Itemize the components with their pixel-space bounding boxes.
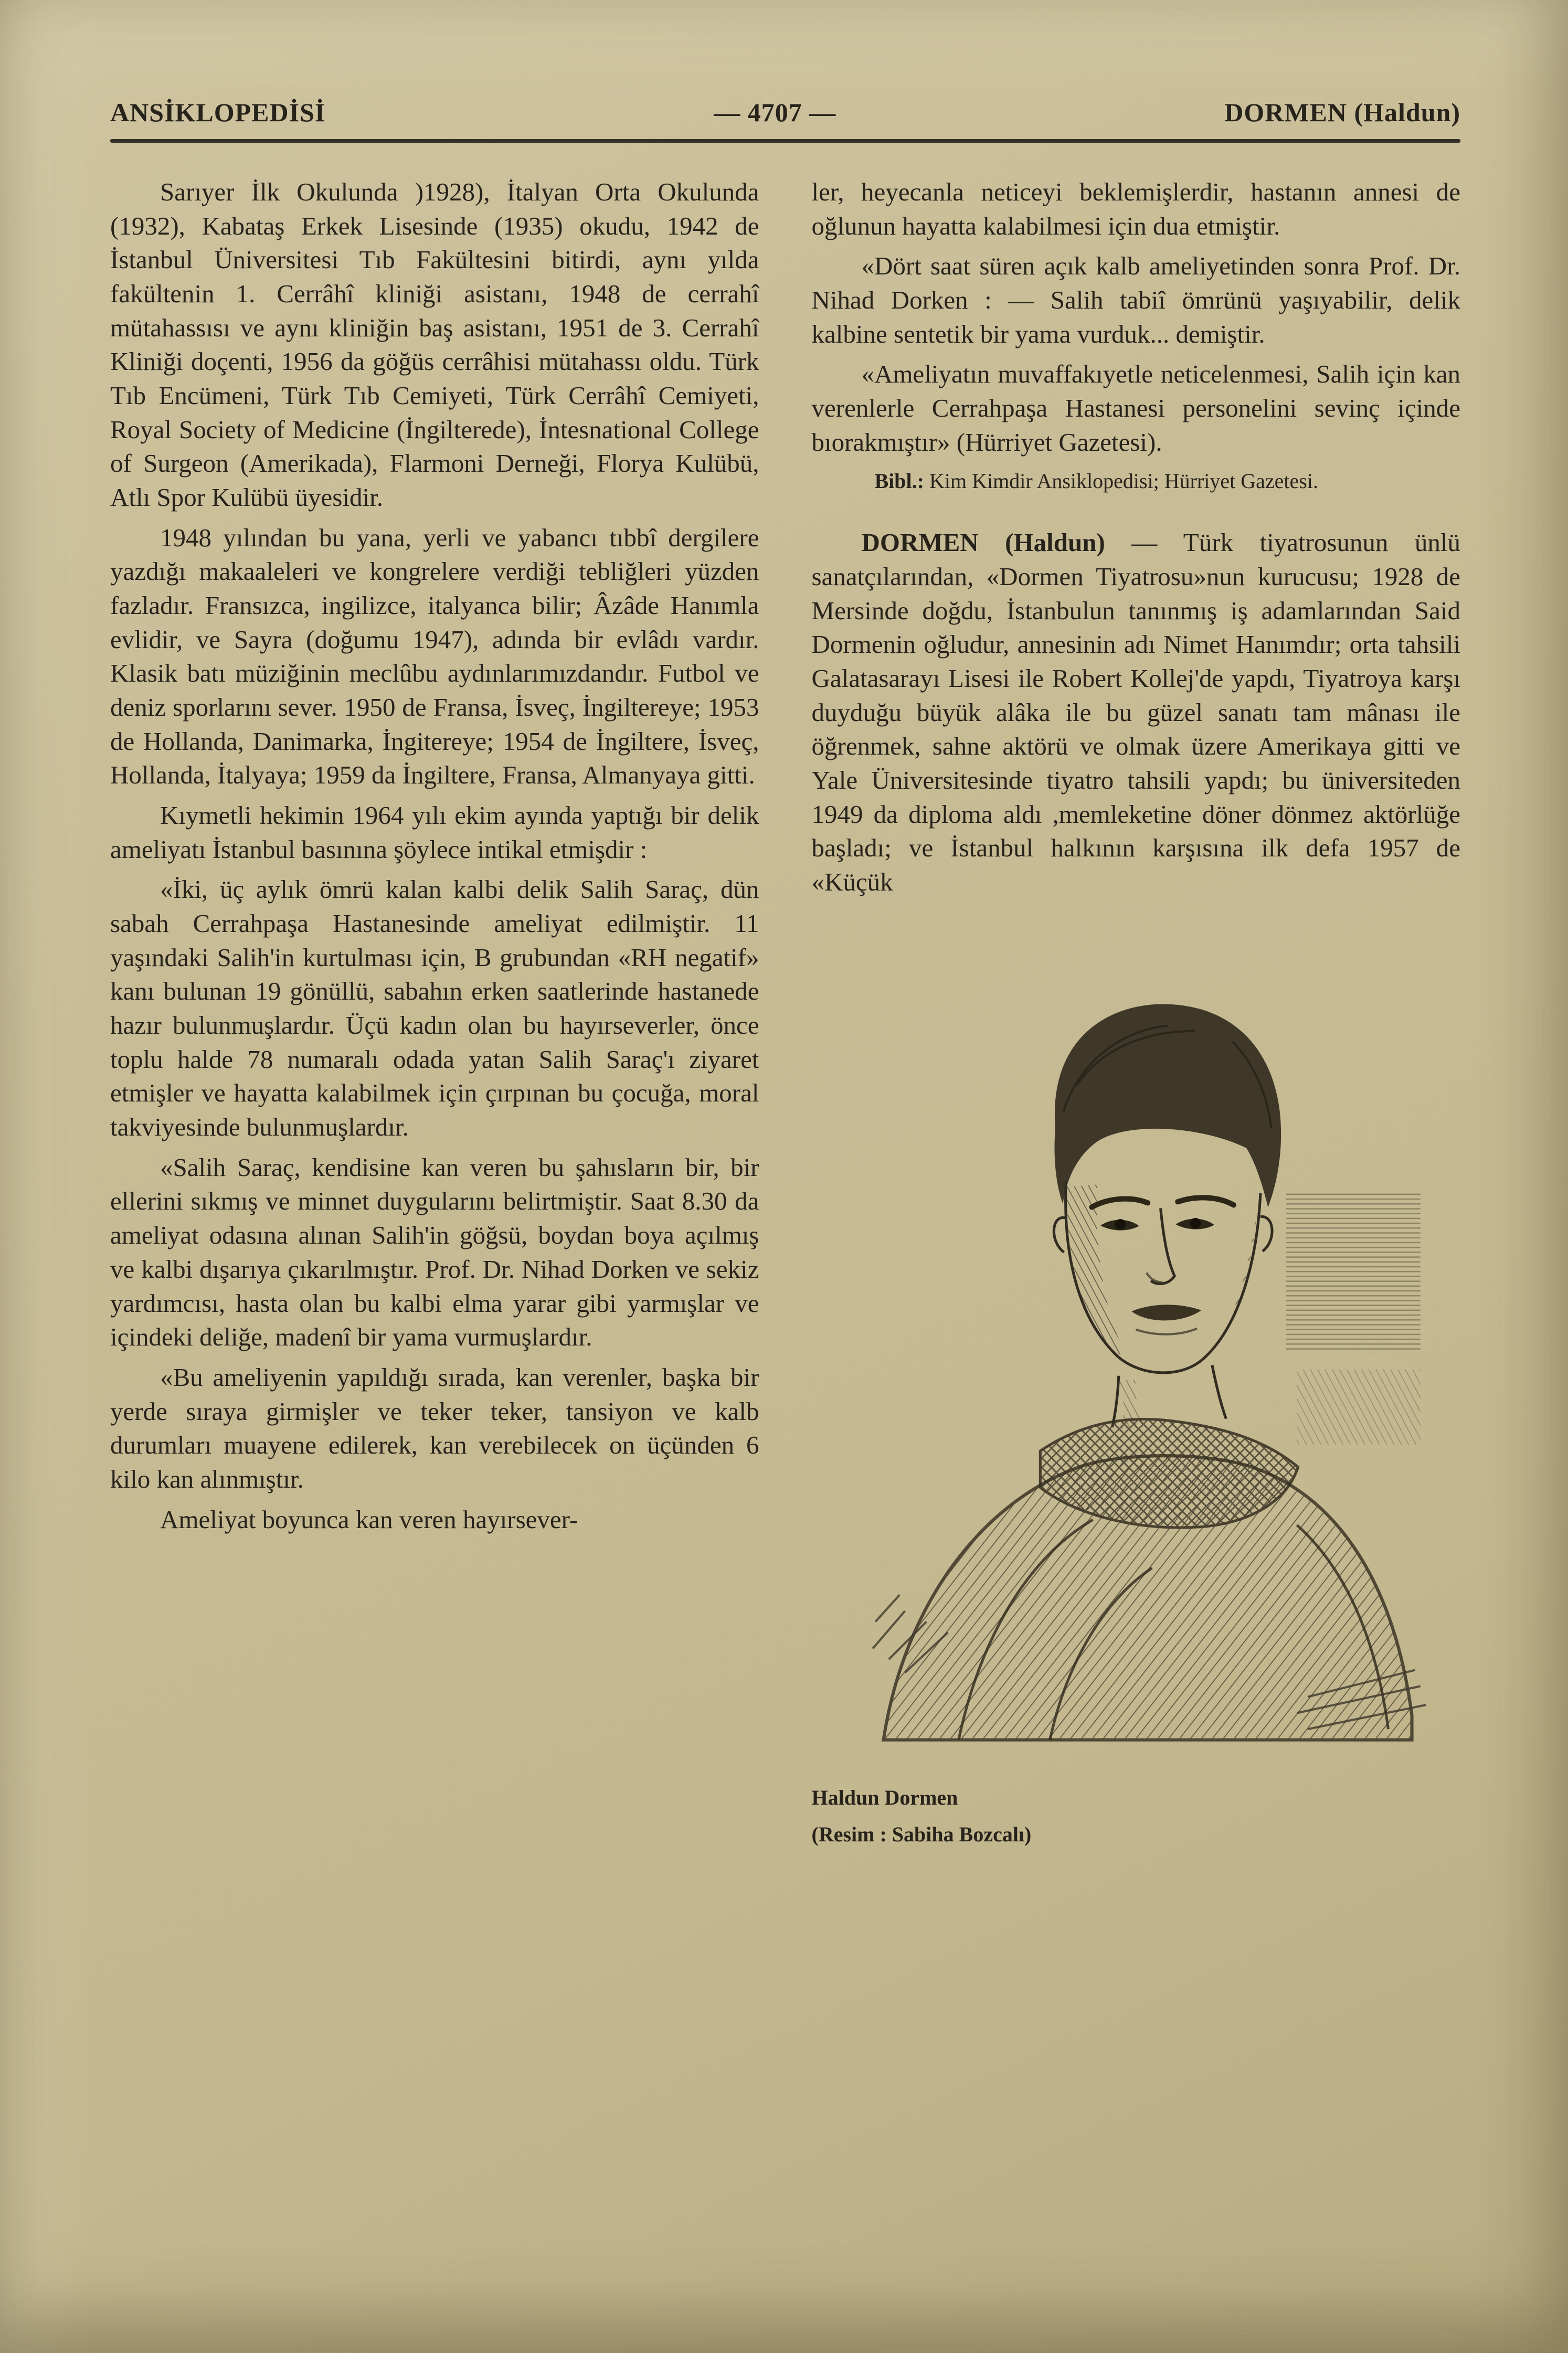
right-column [812,175,1461,1856]
jacket [884,1456,1412,1740]
bibliography-line [812,468,1461,495]
right-ear [1260,1216,1272,1251]
header-publication-title: ANSİKLOPEDİSİ [110,98,326,127]
text-columns [110,175,1460,1856]
paragraph: ler, heyecanla neticeyi beklemişlerdir, hastanın annesi de oğlunun hayatta kalabilmesi için dua etmiştir. [811,177,1460,240]
page-header [110,97,1460,128]
paragraph: «Salih Saraç, kendisine kan veren bu şahısların bir, bir ellerini sıkmış ve minnet duygularını belirtmiştir. Saat 8.30 da ameliyat odasına alınan Salih'in göğsü, boydan boya açılmış ve kalbi dışarıya çıkarılmıştır. Prof. Dr. Nihad Dorken ve sekiz yardımcısı, hasta olan bu kalbi elma yarar gibi yarmışlar ve içindeki deliğe, madenî bir yama vurmuşlardır. [110,1152,759,1352]
article-entry-text: — Türk tiyatrosunun ünlü sanatçılarından, «Dormen Tiyatrosu»nun kurucusu; 1928 de Mersinde doğdu, İstanbulun tanınmış iş adamlarından Said Dormenin oğludur, annesinin adı Nimet Hanımdır; orta tahsili Galatasarayı Lisesi ile Robert Kollej'de yapdı, Tiyatroya karşı duyduğu büyük alâka ile bu güzel sanatı tam mânası ile öğrenmek, sahne aktörü ve olmak üzere Amerikaya gitti ve Yale Üniversitesinde tiyatro tahsili yapdı; bu üniversiteden 1949 da diploma aldı ,memleketine döner dönmez aktörlüğe başladı; ve İstanbul halkının karşısına ilk defa 1957 de «Küçük [811,528,1460,896]
left-ear [1054,1217,1065,1252]
caption-credit: (Resim : Sabiha Bozcalı) [811,1822,1032,1846]
paragraph: Ameliyat boyunca kan veren hayırsever- [160,1504,578,1534]
hair [1055,1004,1281,1207]
paragraph: «Dört saat süren açık kalb ameliyetinden sonra Prof. Dr. Nihad Dorken : — Salih tabiî ömrünü yaşıyabilir, delik kalbine sentetik bir yama vurduk... demiştir. [811,251,1460,348]
paragraph: Kıymetli hekimin 1964 yılı ekim ayında yaptığı bir delik ameliyatı İstanbul basınına şöylece intikal etmişdir : [110,801,759,864]
mouth [1132,1305,1202,1320]
left-eyebrow [1092,1199,1148,1207]
header-divider [110,139,1460,143]
paragraph: 1948 yılından bu yana, yerli ve yabancı tıbbî dergilere yazdığı makaaleleri ve kongrelere verdiği tebliğleri yüzden fazladır. Fransızca, ingilizce, italyanca bilir; Âzâde Hanımla evlidir, ve Sayra (doğumu 1947), adında bir evlâdı vardır. Klasik batı müziğinin meclûbu aydınlarımızdandır. Futbol ve deniz sporlarını sever. 1950 de Fransa, İsveç, İngiltereye; 1953 de Hollanda, Danimarka, İngitereye; 1954 de İngiltere, İsveç, Hollanda, İtalyaya; 1959 da İngiltere, Fransa, Almanyaya gitti. [110,523,759,790]
nose [1151,1208,1174,1284]
article-entry [812,526,1461,899]
paragraph: «Bu ameliyenin yapıldığı sırada, kan verenler, başka bir yerde sıraya girmişler ve teker teker, tansiyon ve kalb durumları muayene edilerek, kan verebilecek on üçünden 6 kilo kan alınmıştır. [110,1362,759,1493]
background-hatching [1286,1192,1421,1353]
header-article-title: DORMEN (Haldun) [1224,98,1460,127]
portrait-figure [812,949,1461,1850]
paragraph: «Ameliyatın muvaffakıyetle neticelenmesi, Salih için kan verenlerle Cerrahpaşa Hastanesi personelini sevinç içinde bıorakmıştır» (Hürriyet Gazetesi). [811,359,1460,457]
right-eyebrow [1178,1197,1234,1205]
paragraph: «İki, üç aylık ömrü kalan kalbi delik Salih Saraç, dün sabah Cerrahpaşa Hastanesinde ameliyat edilmiştir. 11 yaşındaki Salih'in kurtulması için, B grubundan «RH negatif» kanı bulunan 19 gönüllü, sabahın erken saatlerinde hastanede hazır bulunmuşlardır. Üçü kadın olan bu hayırseverler, önce toplu halde 78 numaralı odada yatan Salih Saraç'ı ziyaret etmişler ve hayatta kalabilmek için çırpınan bu çocuğa, moral takviyesinde bulunmuşlardır. [110,875,759,1142]
left-column [110,175,759,1856]
portrait-caption [812,1783,1461,1850]
portrait-illustration [824,949,1447,1768]
caption-name: Haldun Dormen [811,1785,958,1809]
header-page-number: — 4707 — [714,98,836,127]
bibliography-label: Bibl.: [874,469,924,493]
article-entry-title: DORMEN (Haldun) [861,528,1105,557]
paragraph: Sarıyer İlk Okulunda )1928), İtalyan Orta Okulunda (1932), Kabataş Erkek Lisesinde (1935) okudu, 1942 de İstanbul Üniversitesi Tıb Fakültesini bitirdi, aynı yılda fakültenin 1. Cerrâhî kliniği asistanı, 1948 de cerrahî mütahassısı ve aynı kliniğin baş asistanı, 1951 de 3. Cerrahî Kliniği doçenti, 1956 da göğüs cerrâhisi mütahassı oldu. Türk Tıb Encümeni, Türk Tıb Cemiyeti, Türk Cerrâhî Cemiyeti, Royal Society of Medicine (İngilterede), İntesnational College of Surgeon (Amerikada), Flarmoni Derneği, Florya Kulübü, Atlı Spor Kulübü üyesidir. [110,177,759,512]
bibliography-text: Kim Kimdir Ansiklopedisi; Hürriyet Gazetesi. [924,469,1318,493]
